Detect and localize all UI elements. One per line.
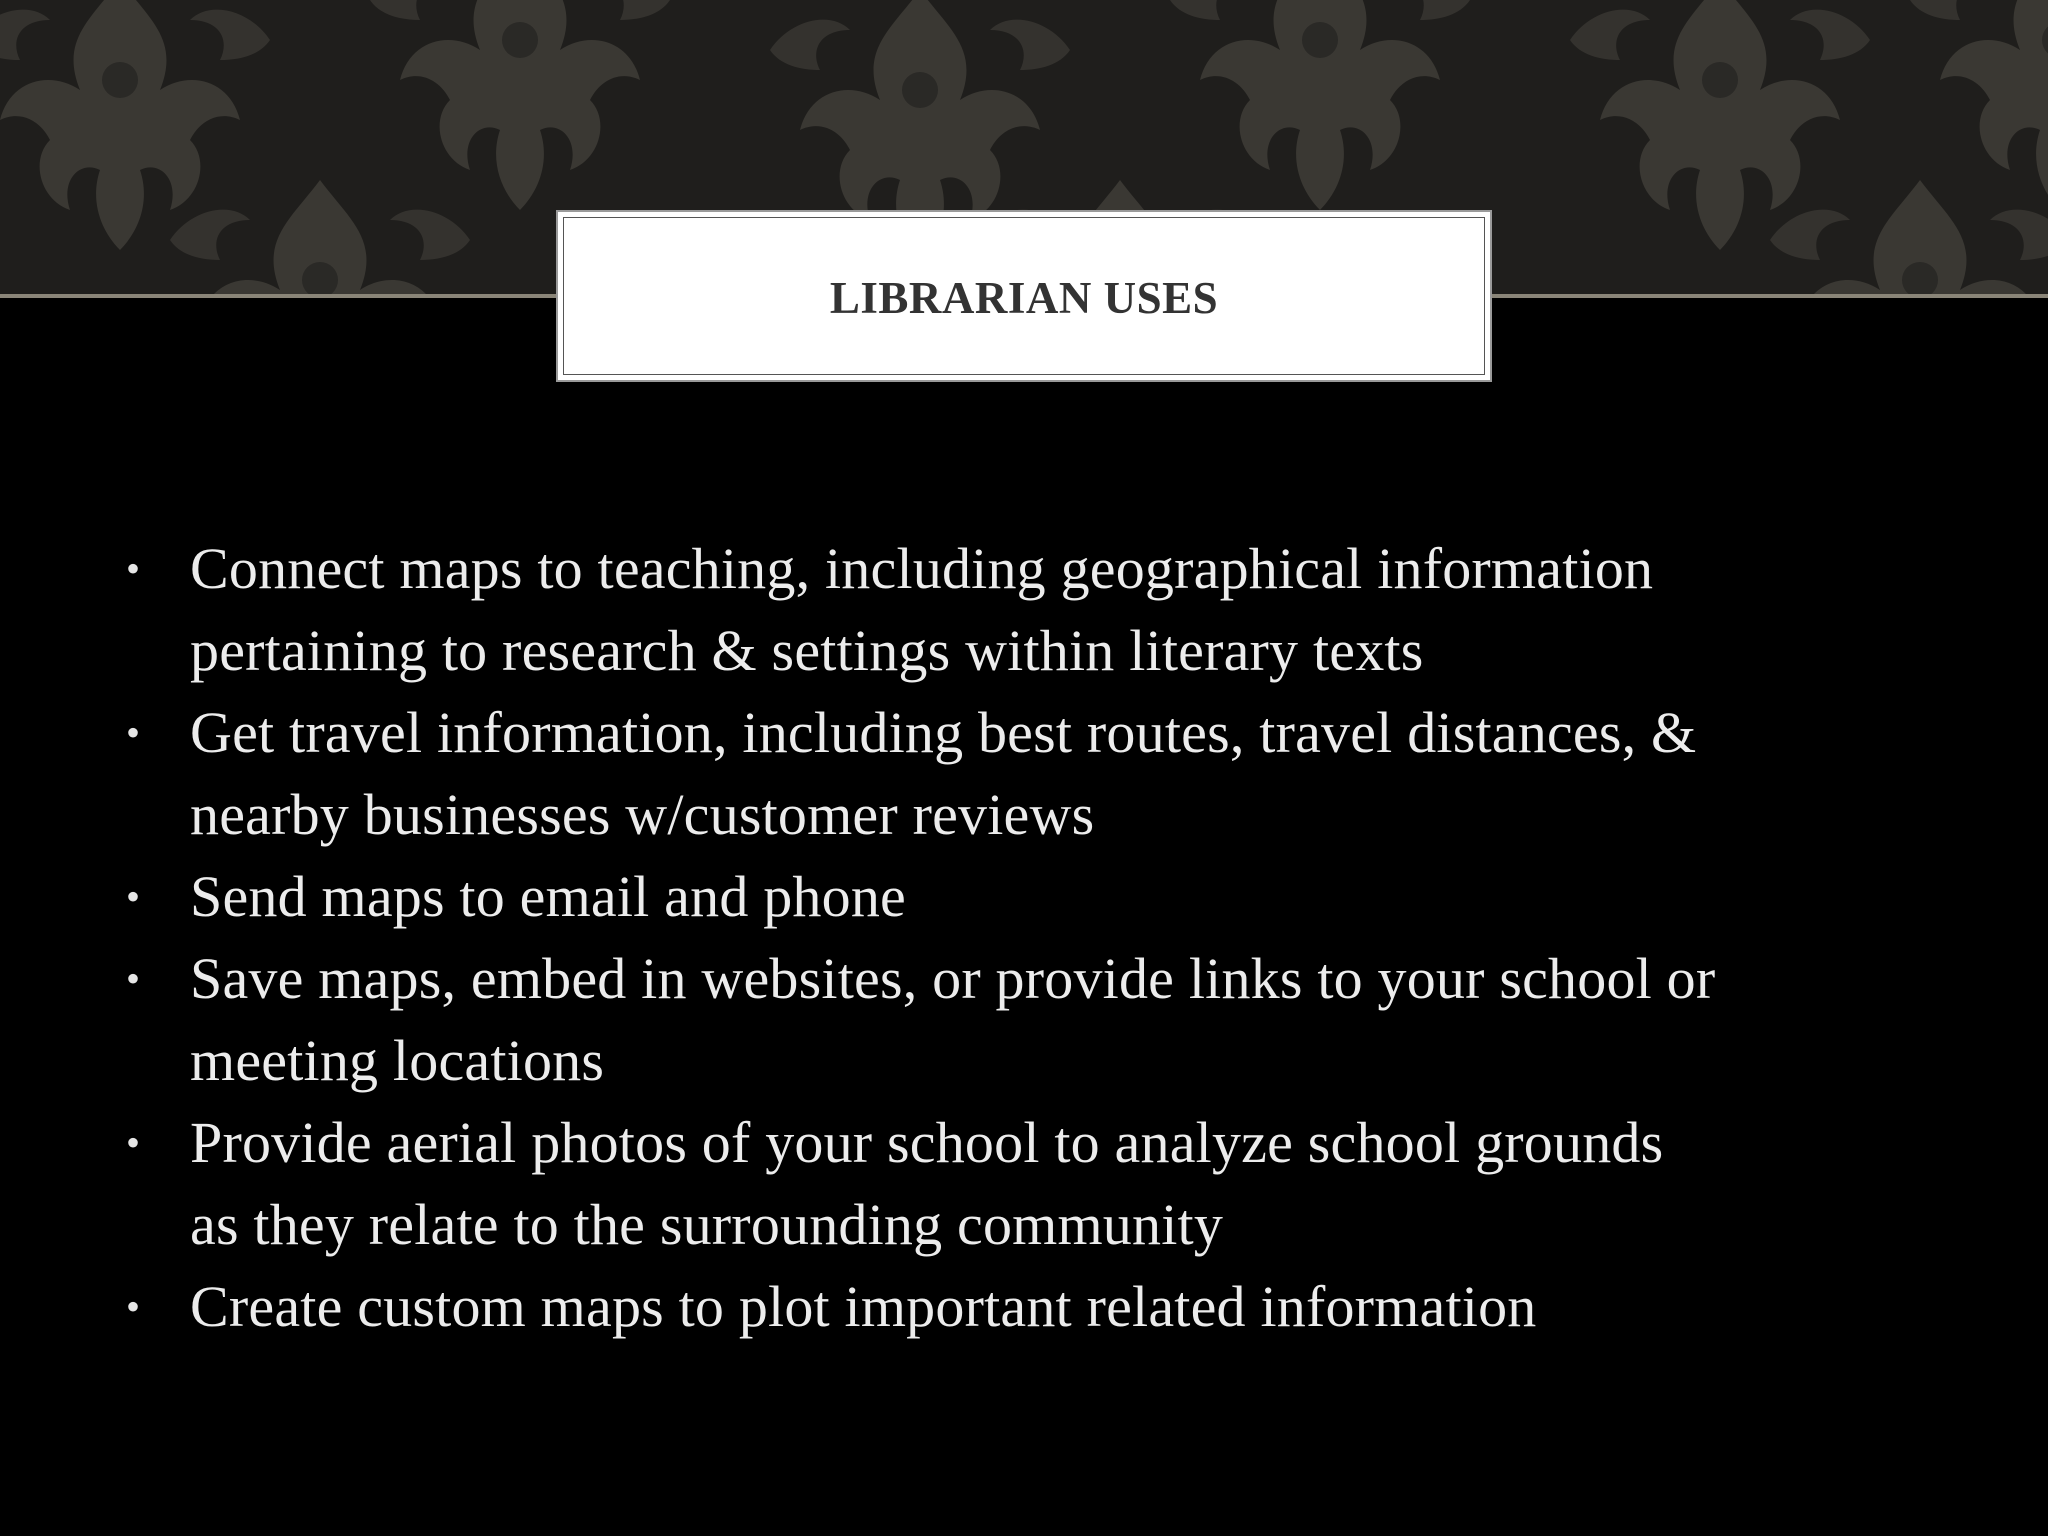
bullet-text-line: pertaining to research & settings within literary texts bbox=[190, 618, 1424, 683]
bullet-marker: • bbox=[126, 546, 141, 591]
bullet-text-line: Send maps to email and phone bbox=[190, 864, 906, 929]
slide-title: LIBRARIAN USES bbox=[829, 273, 1219, 323]
bullet-item bbox=[120, 692, 2000, 856]
bullet-text-line: as they relate to the surrounding community bbox=[190, 1192, 1224, 1257]
bullet-item bbox=[120, 1102, 2000, 1266]
bullet-item bbox=[120, 938, 2000, 1102]
bullet-item bbox=[120, 528, 2000, 692]
bullet-text-line: Connect maps to teaching, including geographical information bbox=[190, 536, 1654, 601]
bullet-text-line: Save maps, embed in websites, or provide links to your school or bbox=[190, 946, 1716, 1011]
bullet-text-line: Create custom maps to plot important related information bbox=[190, 1274, 1537, 1339]
bullet-item bbox=[120, 856, 2000, 938]
bullet-marker: • bbox=[126, 956, 141, 1001]
bullet-marker: • bbox=[126, 1284, 141, 1329]
bullet-text-line: Get travel information, including best routes, travel distances, & bbox=[190, 700, 1697, 765]
bullet-marker: • bbox=[126, 710, 141, 755]
bullet-marker: • bbox=[126, 1120, 141, 1165]
title-box bbox=[556, 210, 1492, 382]
bullet-marker: • bbox=[126, 874, 141, 919]
bullet-text-line: nearby businesses w/customer reviews bbox=[190, 782, 1095, 847]
bullet-text-line: Provide aerial photos of your school to analyze school grounds bbox=[190, 1110, 1664, 1175]
bullet-list bbox=[120, 528, 2000, 1348]
bullet-item bbox=[120, 1266, 2000, 1348]
bullet-text-line: meeting locations bbox=[190, 1028, 605, 1093]
